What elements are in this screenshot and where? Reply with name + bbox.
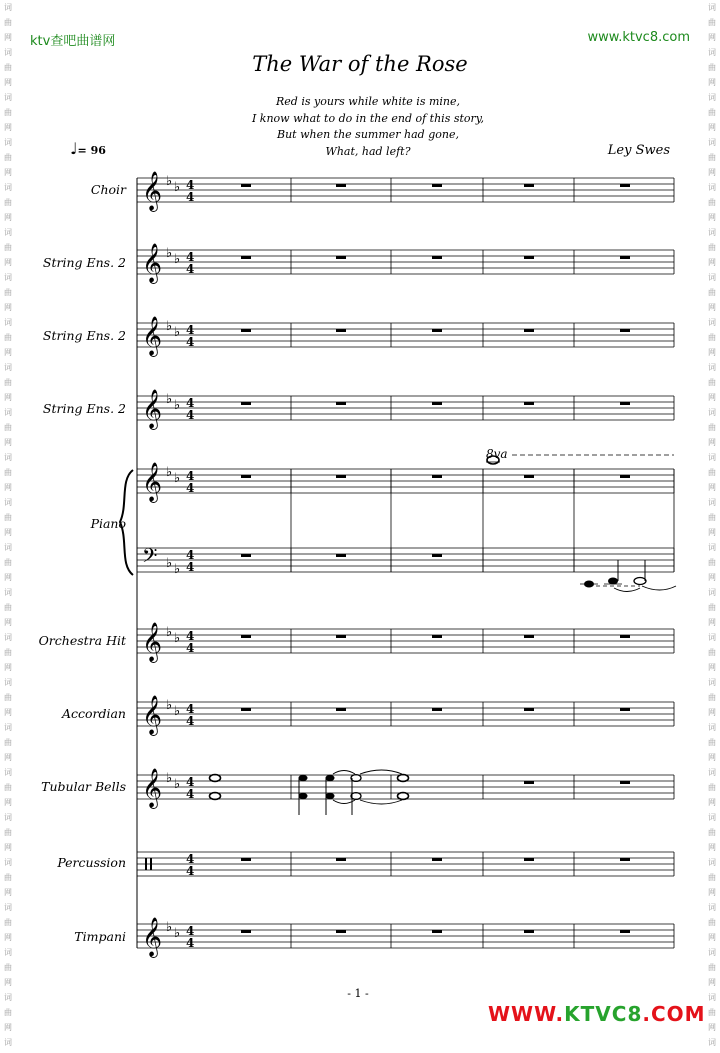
watermark-char: 网	[4, 663, 12, 672]
treble-clef-icon: 𝄞	[142, 171, 163, 211]
whole-note-icon	[398, 793, 409, 800]
time-signature: 4	[186, 702, 195, 716]
whole-rest-icon	[432, 858, 442, 861]
instrument-label-string-3: String Ens. 2	[42, 401, 126, 416]
time-signature: 4	[186, 190, 195, 204]
watermark-char: 词	[4, 273, 12, 282]
instrument-label-tubular-bells: Tubular Bells	[41, 779, 126, 794]
flat-icon: ♭	[174, 631, 181, 646]
lyrics-line: Red is yours while white is mine,	[276, 95, 460, 108]
whole-note-icon	[210, 775, 221, 782]
instrument-label-timpani: Timpani	[74, 929, 126, 944]
watermark-char: 词	[4, 858, 12, 867]
bass-clef-icon: 𝄢	[142, 544, 158, 572]
watermark-char: 曲	[4, 558, 12, 567]
flat-icon: ♭	[166, 920, 173, 935]
watermark-char: 曲	[4, 243, 12, 252]
watermark-char: 网	[4, 573, 12, 582]
logo-part: KTVC8	[564, 1002, 643, 1026]
watermark-char: 词	[4, 228, 12, 237]
watermark-char: 曲	[4, 603, 12, 612]
flat-icon: ♭	[166, 246, 173, 261]
instrument-label-string-2: String Ens. 2	[42, 328, 126, 343]
watermark-char: 曲	[708, 783, 716, 792]
time-signature: 4	[186, 481, 195, 495]
whole-rest-icon	[524, 708, 534, 711]
flat-icon: ♭	[166, 319, 173, 334]
treble-clef-icon: 𝄞	[142, 389, 163, 429]
whole-rest-icon	[432, 329, 442, 332]
watermark-char: 曲	[708, 648, 716, 657]
flat-icon: ♭	[174, 926, 181, 941]
whole-rest-icon	[241, 256, 251, 259]
treble-clef-icon: 𝄞	[142, 462, 163, 502]
watermark-char: 词	[4, 453, 12, 462]
watermark-char: 曲	[4, 828, 12, 837]
watermark-char: 词	[4, 633, 12, 642]
time-signature: 4	[186, 787, 195, 801]
whole-rest-icon	[620, 329, 630, 332]
whole-rest-icon	[620, 256, 630, 259]
watermark-char: 曲	[708, 18, 716, 27]
flat-icon: ♭	[166, 392, 173, 407]
watermark-char: 词	[708, 813, 716, 822]
lyrics-line: I know what to do in the end of this story,	[251, 111, 485, 125]
watermark-char: 网	[4, 348, 12, 357]
watermark-char: 曲	[4, 648, 12, 657]
watermark-char: 词	[4, 363, 12, 372]
instrument-label-accordian: Accordian	[61, 706, 126, 721]
watermark-char: 词	[708, 408, 716, 417]
whole-rest-icon	[524, 402, 534, 405]
watermark-char: 网	[708, 573, 716, 582]
watermark-char: 曲	[708, 873, 716, 882]
piano-brace-icon	[120, 470, 133, 575]
watermark-char: 网	[708, 348, 716, 357]
time-signature: 4	[186, 396, 195, 410]
watermark-char: 曲	[4, 288, 12, 297]
whole-rest-icon	[336, 402, 346, 405]
flat-icon: ♭	[166, 465, 173, 480]
whole-rest-icon	[336, 858, 346, 861]
watermark-char: 词	[4, 138, 12, 147]
watermark-char: 词	[708, 903, 716, 912]
percussion-clef-icon	[150, 858, 152, 870]
watermark-char: 曲	[4, 513, 12, 522]
note-head	[299, 793, 308, 799]
whole-rest-icon	[241, 930, 251, 933]
watermark-char: 词	[708, 228, 716, 237]
watermark-char: 词	[708, 138, 716, 147]
whole-note-icon	[398, 775, 409, 782]
treble-clef-icon: 𝄞	[142, 316, 163, 356]
watermark-char: 曲	[4, 63, 12, 72]
whole-rest-icon	[336, 184, 346, 187]
whole-rest-icon	[241, 475, 251, 478]
score-title: The War of the Rose	[252, 52, 468, 76]
watermark-char: 词	[708, 543, 716, 552]
watermark-char: 网	[708, 708, 716, 717]
quarter-note-icon: ♩	[70, 139, 78, 158]
time-signature: 4	[186, 178, 195, 192]
watermark-char: 曲	[4, 468, 12, 477]
whole-rest-icon	[432, 256, 442, 259]
watermark-char: 词	[4, 48, 12, 57]
tie-icon	[614, 588, 640, 592]
watermark-char: 网	[4, 258, 12, 267]
watermark-char: 网	[708, 33, 716, 42]
flat-icon: ♭	[174, 252, 181, 267]
watermark-char: 曲	[4, 153, 12, 162]
time-signature: 4	[186, 714, 195, 728]
watermark-char: 曲	[4, 1008, 12, 1017]
treble-clef-icon: 𝄞	[142, 243, 163, 283]
watermark-char: 曲	[4, 18, 12, 27]
whole-rest-icon	[336, 329, 346, 332]
watermark-char: 网	[708, 753, 716, 762]
site-logo[interactable]	[488, 1002, 706, 1026]
watermark-char: 网	[708, 618, 716, 627]
watermark-char: 曲	[708, 828, 716, 837]
watermark-char: 词	[4, 3, 12, 12]
watermark-char: 网	[708, 933, 716, 942]
whole-rest-icon	[241, 635, 251, 638]
composer: Ley Swes	[607, 143, 670, 158]
watermark-char: 词	[4, 723, 12, 732]
flat-icon: ♭	[174, 398, 181, 413]
watermark-char: 网	[708, 123, 716, 132]
watermark-char: 网	[4, 528, 12, 537]
half-note-head	[634, 578, 646, 585]
instrument-label-string-1: String Ens. 2	[42, 255, 126, 270]
treble-clef-icon: 𝄞	[142, 768, 163, 808]
watermark-char: 曲	[4, 783, 12, 792]
watermark-char: 曲	[4, 108, 12, 117]
watermark-char: 词	[4, 993, 12, 1002]
whole-rest-icon	[336, 635, 346, 638]
time-signature: 4	[186, 335, 195, 349]
watermark-char: 词	[708, 498, 716, 507]
watermark-char: 网	[708, 1023, 716, 1032]
watermark-char: 词	[4, 408, 12, 417]
watermark-char: 曲	[708, 333, 716, 342]
watermark-char: 网	[4, 393, 12, 402]
whole-rest-icon	[336, 930, 346, 933]
whole-rest-icon	[241, 402, 251, 405]
whole-rest-icon	[336, 256, 346, 259]
whole-rest-icon	[336, 708, 346, 711]
treble-clef-icon: 𝄞	[142, 917, 163, 957]
flat-icon: ♭	[174, 471, 181, 486]
watermark-char: 曲	[4, 918, 12, 927]
whole-rest-icon	[432, 184, 442, 187]
note-head	[584, 581, 594, 588]
whole-rest-icon	[524, 930, 534, 933]
whole-rest-icon	[336, 475, 346, 478]
whole-rest-icon	[432, 930, 442, 933]
watermark-char: 词	[708, 3, 716, 12]
watermark-char: 词	[708, 678, 716, 687]
watermark-char: 网	[708, 483, 716, 492]
watermark-char: 曲	[708, 1008, 716, 1017]
instrument-label-percussion: Percussion	[57, 855, 126, 870]
time-signature: 4	[186, 864, 195, 878]
watermark-char: 词	[4, 948, 12, 957]
whole-rest-icon	[241, 554, 251, 557]
whole-rest-icon	[432, 475, 442, 478]
watermark-char: 网	[4, 753, 12, 762]
whole-rest-icon	[524, 329, 534, 332]
site-name-left[interactable]: ktv查吧曲谱网	[30, 34, 116, 49]
treble-clef-icon: 𝄞	[142, 695, 163, 735]
time-signature: 4	[186, 629, 195, 643]
whole-rest-icon	[620, 184, 630, 187]
time-signature: 4	[186, 775, 195, 789]
watermark-char: 曲	[4, 738, 12, 747]
whole-rest-icon	[432, 635, 442, 638]
watermark-char: 曲	[708, 423, 716, 432]
watermark-char: 网	[4, 303, 12, 312]
watermark-char: 曲	[4, 963, 12, 972]
whole-rest-icon	[620, 475, 630, 478]
time-signature: 4	[186, 548, 195, 562]
whole-rest-icon	[620, 402, 630, 405]
time-signature: 4	[186, 936, 195, 950]
flat-icon: ♭	[166, 771, 173, 786]
whole-rest-icon	[524, 256, 534, 259]
note-head	[326, 793, 335, 799]
watermark-char: 网	[708, 303, 716, 312]
tempo-value: = 96	[77, 144, 106, 157]
time-signature: 4	[186, 641, 195, 655]
whole-rest-icon	[620, 781, 630, 784]
flat-icon: ♭	[166, 625, 173, 640]
flat-icon: ♭	[174, 704, 181, 719]
flat-icon: ♭	[166, 556, 173, 571]
watermark-char: 曲	[708, 108, 716, 117]
watermark-char: 词	[4, 768, 12, 777]
watermark-char: 词	[4, 588, 12, 597]
watermark-char: 网	[4, 798, 12, 807]
watermark-char: 词	[708, 453, 716, 462]
flat-icon: ♭	[166, 174, 173, 189]
lyrics-line: But when the summer had gone,	[277, 128, 459, 141]
note-head	[299, 775, 308, 781]
watermark-char: 网	[4, 213, 12, 222]
watermark-char: 词	[4, 678, 12, 687]
time-signature: 4	[186, 262, 195, 276]
watermark-char: 曲	[708, 63, 716, 72]
watermark-char: 网	[4, 78, 12, 87]
watermark-char: 曲	[4, 873, 12, 882]
watermark-char: 词	[708, 723, 716, 732]
watermark-char: 网	[708, 213, 716, 222]
watermark-char: 网	[4, 123, 12, 132]
watermark-char: 曲	[708, 918, 716, 927]
watermark-char: 网	[708, 798, 716, 807]
watermark-char: 网	[708, 528, 716, 537]
page-number: - 1 -	[347, 987, 369, 1000]
watermark-char: 词	[708, 93, 716, 102]
watermark-char: 网	[708, 168, 716, 177]
time-signature: 4	[186, 924, 195, 938]
whole-rest-icon	[524, 184, 534, 187]
ottava-marking: 8va	[486, 447, 508, 461]
instrument-label-piano: Piano	[90, 516, 126, 531]
watermark-char: 网	[708, 438, 716, 447]
watermark-char: 词	[708, 48, 716, 57]
logo-part: WWW.	[488, 1002, 565, 1026]
watermark-char: 网	[708, 393, 716, 402]
time-signature: 4	[186, 408, 195, 422]
instrument-label-choir: Choir	[90, 182, 126, 197]
watermark-char: 网	[708, 78, 716, 87]
whole-rest-icon	[241, 858, 251, 861]
time-signature: 4	[186, 560, 195, 574]
watermark-char: 曲	[708, 603, 716, 612]
watermark-char: 网	[4, 933, 12, 942]
watermark-char: 网	[4, 1023, 12, 1032]
flat-icon: ♭	[174, 562, 181, 577]
site-url-right[interactable]: www.ktvc8.com	[587, 30, 690, 45]
watermark-char: 词	[4, 813, 12, 822]
watermark-char: 网	[4, 33, 12, 42]
watermark-char: 网	[708, 888, 716, 897]
watermark-char: 曲	[708, 738, 716, 747]
watermark-char: 词	[4, 498, 12, 507]
watermark-char: 词	[4, 1038, 12, 1047]
whole-rest-icon	[620, 858, 630, 861]
whole-rest-icon	[524, 475, 534, 478]
watermark-char: 词	[708, 768, 716, 777]
treble-clef-icon: 𝄞	[142, 622, 163, 662]
watermark-char: 网	[708, 978, 716, 987]
watermark-char: 网	[4, 843, 12, 852]
whole-rest-icon	[432, 402, 442, 405]
watermark-char: 曲	[708, 288, 716, 297]
watermark-char: 曲	[4, 333, 12, 342]
flat-icon: ♭	[174, 325, 181, 340]
whole-rest-icon	[620, 708, 630, 711]
watermark-char: 词	[708, 273, 716, 282]
watermark-char: 网	[4, 888, 12, 897]
watermark-char: 词	[708, 318, 716, 327]
watermark-char: 网	[4, 438, 12, 447]
whole-rest-icon	[620, 930, 630, 933]
watermark-char: 曲	[708, 513, 716, 522]
watermark-char: 曲	[4, 693, 12, 702]
watermark-char: 曲	[4, 378, 12, 387]
watermark-char: 曲	[708, 153, 716, 162]
watermark-char: 网	[4, 168, 12, 177]
whole-rest-icon	[620, 635, 630, 638]
watermark-char: 曲	[4, 423, 12, 432]
flat-icon: ♭	[174, 180, 181, 195]
watermark-char: 网	[4, 483, 12, 492]
time-signature: 4	[186, 469, 195, 483]
whole-rest-icon	[241, 329, 251, 332]
watermark-char: 网	[708, 258, 716, 267]
watermark-char: 曲	[708, 243, 716, 252]
watermark-char: 曲	[708, 198, 716, 207]
watermark-char: 词	[708, 633, 716, 642]
watermark-char: 曲	[708, 468, 716, 477]
watermark-char: 词	[4, 318, 12, 327]
tie-icon	[360, 800, 402, 804]
watermark-char: 网	[708, 663, 716, 672]
whole-rest-icon	[524, 781, 534, 784]
watermark-char: 词	[4, 93, 12, 102]
tie-icon	[642, 586, 676, 590]
watermark-char: 词	[708, 588, 716, 597]
watermark-char: 词	[4, 903, 12, 912]
watermark-char: 词	[708, 948, 716, 957]
watermark-char: 曲	[708, 693, 716, 702]
watermark-char: 词	[708, 363, 716, 372]
whole-note-icon	[210, 793, 221, 800]
watermark-char: 词	[4, 183, 12, 192]
watermark-char: 词	[708, 993, 716, 1002]
time-signature: 4	[186, 323, 195, 337]
time-signature: 4	[186, 852, 195, 866]
watermark-char: 网	[708, 843, 716, 852]
watermark-char: 曲	[708, 558, 716, 567]
watermark-char: 词	[708, 183, 716, 192]
whole-rest-icon	[432, 554, 442, 557]
watermark-char: 词	[708, 858, 716, 867]
watermark-char: 词	[4, 543, 12, 552]
note-head	[326, 775, 335, 781]
lyrics-line: What, had left?	[325, 144, 411, 158]
flat-icon: ♭	[166, 698, 173, 713]
tie-icon	[360, 770, 402, 774]
whole-rest-icon	[241, 184, 251, 187]
watermark-char: 网	[4, 708, 12, 717]
tie-icon	[333, 771, 355, 775]
watermark-char: 曲	[4, 198, 12, 207]
whole-rest-icon	[524, 858, 534, 861]
whole-rest-icon	[432, 708, 442, 711]
watermark-char: 网	[4, 978, 12, 987]
watermark-char: 曲	[708, 378, 716, 387]
watermark-char: 词	[708, 1038, 716, 1047]
flat-icon: ♭	[174, 777, 181, 792]
watermark-char: 曲	[708, 963, 716, 972]
logo-part: .COM	[642, 1002, 706, 1026]
whole-rest-icon	[241, 708, 251, 711]
percussion-clef-icon	[145, 858, 147, 870]
whole-rest-icon	[336, 554, 346, 557]
time-signature: 4	[186, 250, 195, 264]
watermark-char: 网	[4, 618, 12, 627]
whole-rest-icon	[524, 635, 534, 638]
note-head	[608, 578, 618, 585]
instrument-label-orchestra-hit: Orchestra Hit	[38, 633, 126, 648]
